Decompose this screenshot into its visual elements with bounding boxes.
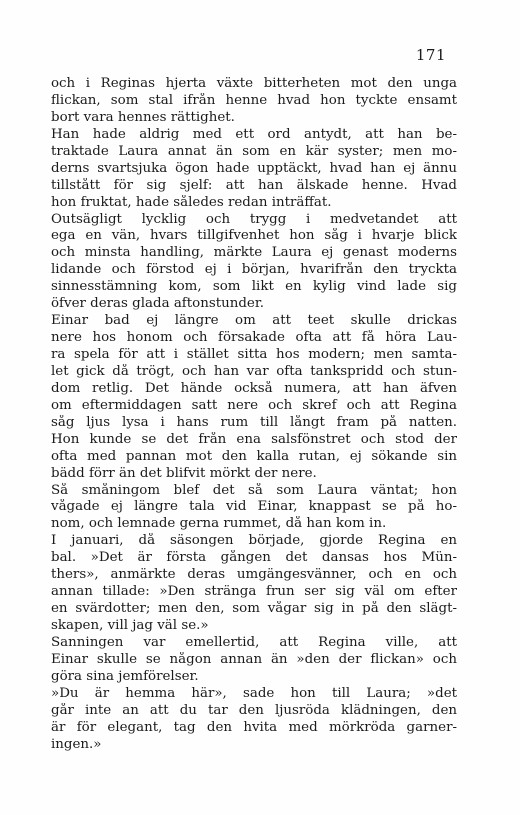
page-number: 171	[415, 46, 446, 64]
text-line: Einar skulle se någon annan än »den der flickan» och	[51, 651, 457, 667]
text-line: och minsta handling, märkte Laura ej genast moderns	[51, 245, 457, 261]
text-line: ingen.»	[51, 736, 102, 752]
text-line: Sanningen var emellertid, att Regina ville, att	[51, 634, 457, 650]
text-line: ra spela för att i stället sitta hos modern; men samta-	[51, 347, 457, 362]
text-line: thers», anmärkte deras umgängesvänner, och en och	[51, 567, 457, 583]
text-line: såg ljus lysa i hans rum till långt fram på natten.	[51, 414, 457, 430]
text-line: är för elegant, tag den hvita med mörkröda garner-	[51, 719, 457, 735]
body-text	[51, 76, 457, 754]
text-line: hon fruktat, hade således redan inträffat.	[51, 194, 332, 210]
text-line: bädd förr än det blifvit mörkt der nere.	[51, 465, 317, 481]
text-line: flickan, som stal ifrån henne hvad hon tyckte ensamt	[51, 92, 457, 108]
text-line: om eftermiddagen satt nere och skref och att Regina	[51, 397, 457, 413]
text-line: Så småningom blef det så som Laura väntat; hon	[51, 482, 457, 498]
text-line: nere hos honom och försakade ofta att få höra Lau-	[51, 330, 457, 346]
text-line: Hon kunde se det från ena salsfönstret och stod der	[51, 431, 457, 447]
text-line: let gick då trögt, och han var ofta tankspridd och stun-	[51, 363, 457, 379]
text-line: vågade ej längre tala vid Einar, knappast se på ho-	[51, 499, 457, 515]
text-line: annan tillade: »Den stränga frun ser sig väl om efter	[51, 584, 457, 600]
text-line: göra sina jemförelser.	[51, 668, 199, 684]
text-line: nom, och lemnade gerna rummet, då han kom in.	[51, 516, 387, 532]
text-line: derns svartsjuka ögon hade upptäckt, hvad han ej ännu	[51, 160, 457, 176]
text-line: går inte an att du tar den ljusröda klädningen, den	[51, 702, 457, 718]
text-line: ofta med pannan mot den kalla rutan, ej sökande sin	[51, 448, 457, 464]
text-line: bal. »Det är första gången det dansas hos Mün-	[51, 550, 457, 566]
text-line: och i Reginas hjerta växte bitterheten mot den unga	[51, 76, 457, 91]
text-line: Outsägligt lycklig och trygg i medvetandet att	[51, 211, 457, 227]
text-line: I januari, då säsongen började, gjorde Regina en	[51, 533, 457, 549]
text-line: sinnesstämning kom, som likt en kylig vind lade sig	[51, 279, 457, 295]
text-line: Han hade aldrig med ett ord antydt, att han be-	[51, 126, 457, 142]
text-line: dom retlig. Det hände också numera, att han äfven	[51, 380, 457, 396]
text-line: tillstått för sig sjelf: att han älskade henne. Hvad	[51, 177, 457, 193]
text-line: skapen, vill jag väl se.»	[51, 618, 209, 633]
text-line: ega en vän, hvars tillgifvenhet hon såg i hvarje blick	[51, 228, 457, 244]
text-line: en svärdotter; men den, som vågar sig in på den slägt-	[51, 601, 457, 617]
text-line: bort vara hennes rättighet.	[51, 109, 235, 125]
text-line: traktade Laura annat än som en kär syster; men mo-	[51, 143, 457, 159]
text-line: »Du är hemma här», sade hon till Laura; »det	[51, 685, 457, 701]
text-line: öfver deras glada aftonstunder.	[51, 296, 265, 312]
text-line: lidande och förstod ej i början, hvarifrån den tryckta	[51, 262, 457, 278]
text-line: Einar bad ej längre om att teet skulle drickas	[51, 313, 457, 329]
